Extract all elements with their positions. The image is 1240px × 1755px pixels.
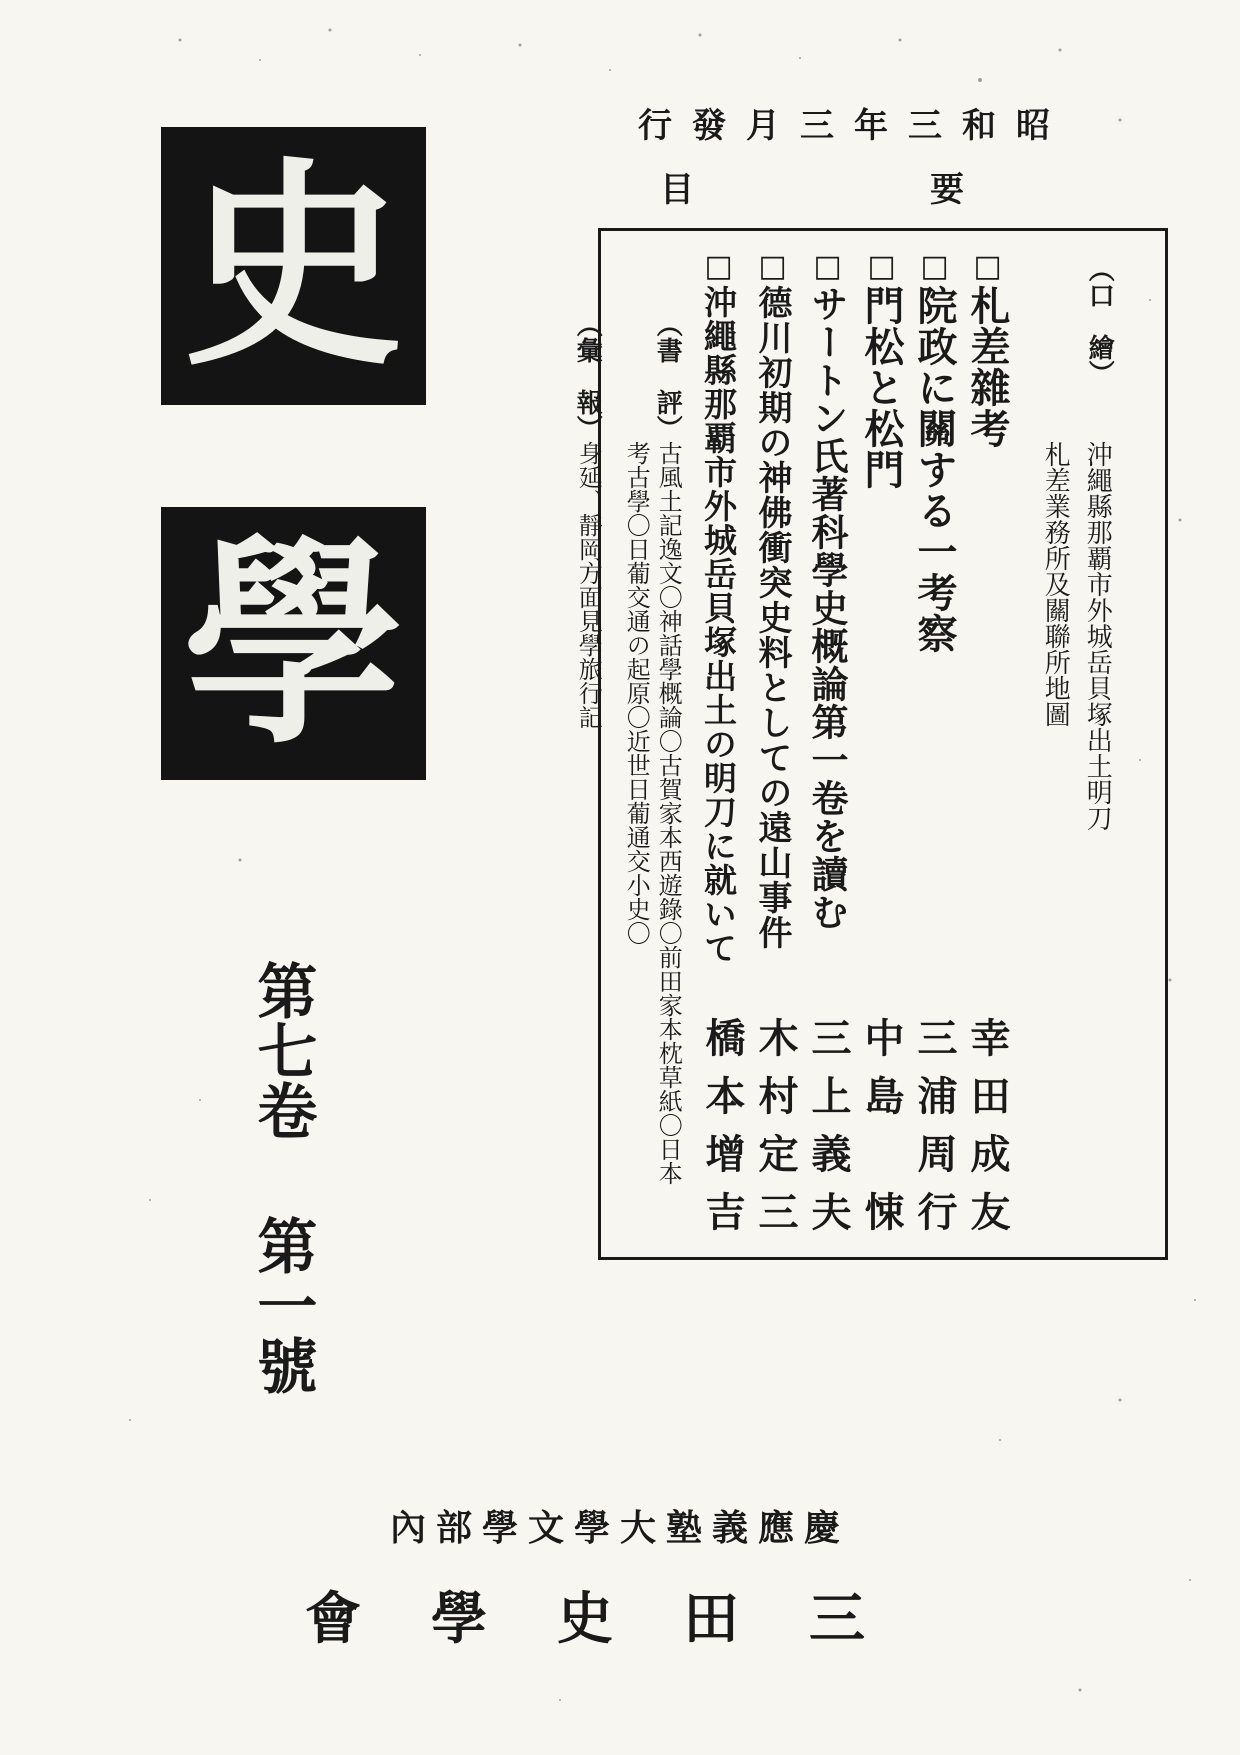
article-4-author: 三上義夫 (805, 1017, 852, 1249)
article-3-title: □門松と松門 (858, 249, 905, 490)
article-3-author: 中島 悚 (858, 1017, 905, 1249)
article-4-title: □サートン氏著科學史概論第一卷を讀む (805, 249, 849, 931)
title-char-2: 學 (183, 513, 404, 773)
publisher-affiliation: 慶應義塾大學文學部內 (389, 1507, 850, 1549)
news-tag: （彙 報） (572, 311, 603, 441)
article-1-author: 幸田成友 (964, 1017, 1011, 1249)
reviews-line-1: 古風土記逸文〇神話學概論〇古賀家本西遊錄〇前田家本枕草紙〇日本 (654, 441, 683, 1185)
article-5-title: □德川初期の神佛衝突史料としての遠山事件 (752, 249, 792, 950)
frontispiece-item-1: 沖繩縣那覇市外城岳貝塚出土明刀 (1082, 441, 1113, 831)
article-1-title: □札差雜考 (964, 249, 1011, 449)
article-6-title: □沖繩縣那覇市外城岳貝塚出土の明刀に就いて (699, 249, 738, 965)
article-6-author: 橋本增吉 (699, 1017, 746, 1249)
reviews-tag: （書 評） (652, 311, 683, 441)
volume-label: 第七卷 (247, 960, 318, 1140)
frontispiece-tag: （口 繪） (1084, 256, 1115, 386)
reviews-line-2: 考古學〇日葡交通の起原〇近世日葡通交小史〇 (622, 441, 651, 945)
title-tile-1 (161, 127, 426, 405)
article-5-author: 木村定三 (752, 1017, 799, 1249)
news-line-1: 身延、靜岡方面見學旅行記 (574, 441, 603, 729)
outline-heading-left: 目 (660, 170, 694, 210)
frontispiece-item-2: 札差業務所及關聯所地圖 (1040, 441, 1071, 727)
article-2-title: □院政に關する一考察 (911, 249, 958, 654)
date-line: 昭和三年三月發行 (638, 106, 1070, 146)
outline-heading-right: 要 (930, 170, 964, 210)
title-char-1: 史 (183, 136, 404, 395)
contents-box (572, 228, 1168, 1260)
article-2-author: 三浦周行 (911, 1017, 958, 1249)
publisher-name: 三田史學會 (305, 1586, 935, 1652)
issue-label: 第一號 (247, 1215, 318, 1395)
title-tile-2 (161, 507, 426, 780)
